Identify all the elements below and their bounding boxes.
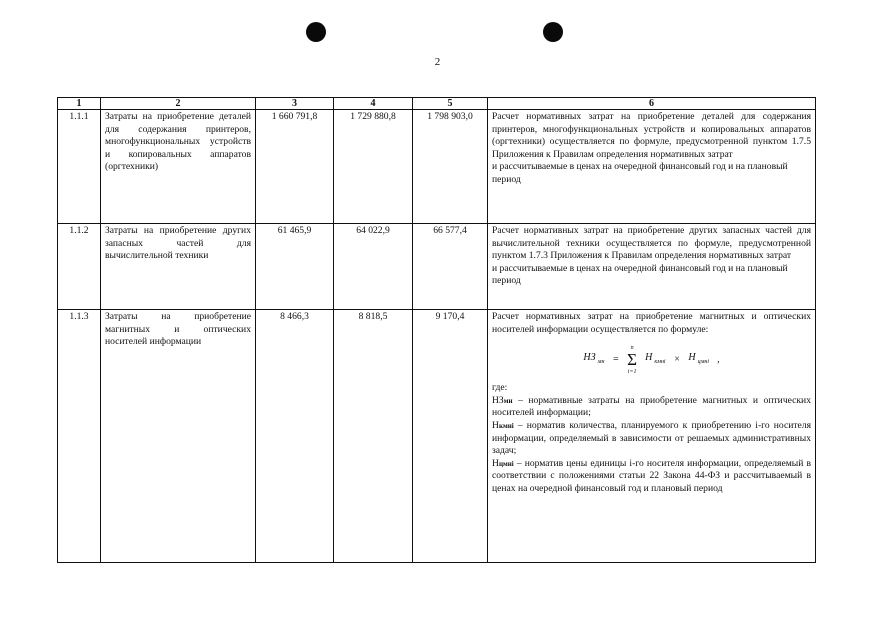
definition-item: НЗмн – нормативные затраты на приобретение магнитных и оптических носителей информации; (492, 394, 811, 419)
value-year-3: 66 577,4 (413, 224, 488, 310)
description-text: Расчет нормативных затрат на приобретение магнитных и оптических носителей информации осуществляется по формуле: (492, 311, 811, 335)
calculation-description (488, 224, 816, 310)
formula-term-price: Н $_{цмнi}$ (688, 351, 710, 365)
hole-punch-mark-right (543, 22, 563, 42)
where-label: где: (492, 382, 508, 394)
page-number: 2 (434, 56, 441, 68)
formula (492, 344, 811, 376)
cost-table (57, 97, 816, 563)
description-tail: и рассчитываемые в ценах на очередной финансовый год и на плановый период (492, 262, 788, 287)
definitions-list (492, 395, 811, 496)
row-number: 1.1.2 (58, 224, 101, 310)
definition-item: Нцмнi – норматив цены единицы i-го носителя информации, определяемый в соответствии с положениями статьи 22 Закона 44-ФЗ и рассчитываемый в ценах на очередной финансовый год и плановый период (492, 457, 811, 494)
table-row (58, 224, 816, 310)
value-year-3: 9 170,4 (413, 310, 488, 563)
calculation-description (488, 310, 816, 563)
calculation-description (488, 110, 816, 224)
header-col-1: 1 (58, 98, 101, 110)
table-row (58, 310, 816, 563)
header-col-2: 2 (101, 98, 256, 110)
formula-lhs: НЗ $_{мн}$ (583, 351, 605, 365)
sum-icon: n Σ i=1 (627, 345, 638, 376)
cost-item-name: Затраты на приобретение магнитных и оптических носителей информации (101, 310, 256, 563)
description-text: Расчет нормативных затрат на приобретение деталей для содержания принтеров, многофункциональных устройств и копировальных аппаратов (оргтехники) осуществляется по формуле, предусмотренной пунктом 1.7.5 Приложения к Правилам определения нормативных затрат (492, 111, 811, 160)
definition-item: Нкмнi – норматив количества, планируемого к приобретению i-го носителя информации, определяемый в зависимости от решаемых административных задач; (492, 419, 811, 457)
row-number: 1.1.1 (58, 110, 101, 224)
value-year-2: 64 022,9 (334, 224, 413, 310)
table-row (58, 110, 816, 224)
value-year-3: 1 798 903,0 (413, 110, 488, 224)
cost-item-name: Затраты на приобретение других запасных частей для вычислительной техники (101, 224, 256, 310)
cost-item-name: Затраты на приобретение деталей для содержания принтеров, многофункциональных устройств и копировальных аппаратов (оргтехники) (101, 110, 256, 224)
description-text: Расчет нормативных затрат на приобретение других запасных частей для вычислительной техники осуществляется по формуле, предусмотренной пунктом 1.7.3 Приложения к Правилам определения нормативных затрат (492, 225, 811, 262)
value-year-1: 61 465,9 (256, 224, 334, 310)
value-year-1: 1 660 791,8 (256, 110, 334, 224)
formula-times: × (673, 353, 681, 365)
value-year-1: 8 466,3 (256, 310, 334, 563)
description-tail: и рассчитываемые в ценах на очередной финансовый год и на плановый период (492, 161, 788, 185)
formula-term-quantity: Н $_{кмнi}$ (645, 351, 666, 365)
formula-comma: , (717, 353, 720, 365)
row-number: 1.1.3 (58, 310, 101, 563)
value-year-2: 8 818,5 (334, 310, 413, 563)
value-year-2: 1 729 880,8 (334, 110, 413, 224)
header-col-5: 5 (413, 98, 488, 110)
formula-equals: = (612, 353, 620, 365)
hole-punch-mark-left (306, 22, 326, 42)
header-col-4: 4 (334, 98, 413, 110)
header-col-3: 3 (256, 98, 334, 110)
header-col-6: 6 (488, 98, 816, 110)
table-header-row (58, 98, 816, 110)
